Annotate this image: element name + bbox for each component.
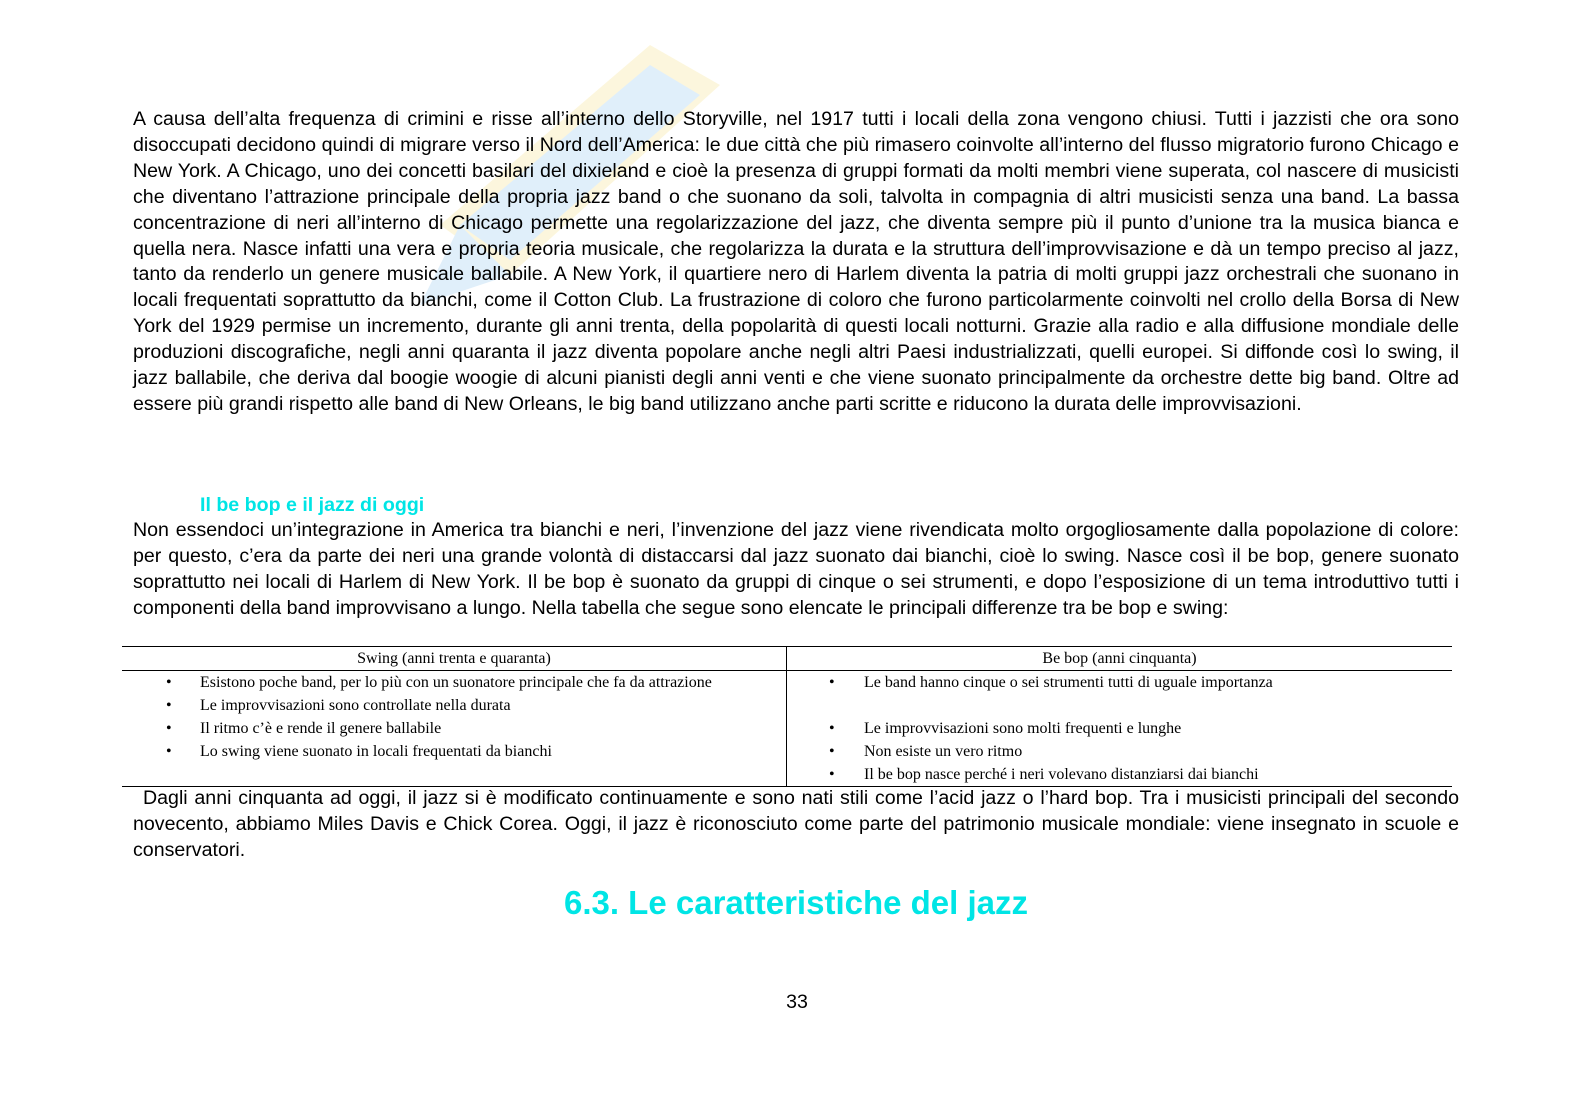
bullet-icon: • <box>829 720 835 737</box>
body-paragraph-history: A causa dell’alta frequenza di crimini e risse all’interno dello Storyville, nel 1917 tutti i locali della zona vengono chiusi. Tutti i jazzisti che ora sono disoccupati decidono quindi di migrare verso il Nord dell’America: le due città che più rimasero coinvolte all’interno del flusso migratorio furono Chicago e New York. A Chicago, uno dei concetti basilari del dixieland e cioè la presenza di gruppi formati da molti membri viene superata, col nascere di musicisti che diventano l’attrazione principale della propria jazz band o che suonano da soli, talvolta in compagnia di altri musicisti senza una band. La bassa concentrazione di neri all’interno di Chicago permette una regolarizzazione del jazz, che diventa sempre più il punto d’unione tra la musica bianca e quella nera. Nasce infatti una vera e propria teoria musicale, che regolarizza la durata e la struttura dell’improvvisazione e dà un tempo preciso al jazz, tanto da renderlo un genere musicale ballabile. A New York, il quartiere nero di Harlem diventa la patria di molti gruppi jazz orchestrali che suonano in locali frequentati soprattutto da bianchi, come il Cotton Club. La frustrazione di coloro che furono particolarmente coinvolti nel crollo della Borsa di New York del 1929 permise un incremento, durante gli anni trenta, della popolarità di questi locali notturni. Grazie alla radio e alla diffusione mondiale delle produzioni discografiche, negli anni quaranta il jazz diventa popolare anche negli altri Paesi industrializzati, quelli europei. Si diffonde così lo swing, il jazz ballabile, che deriva dal boogie woogie di alcuni pianisti degli anni venti e che viene suonato principalmente da orchestre dette big band. Oltre ad essere più grandi rispetto alle band di New Orleans, le big band utilizzano anche parti scritte e riducono la durata delle improvvisazioni. <box>133 108 1459 415</box>
subheading-be-bop: Il be bop e il jazz di oggi <box>200 494 425 516</box>
bullet-icon: • <box>829 674 835 691</box>
table-cell-bebop <box>787 671 1453 787</box>
bullet-icon: • <box>166 674 172 691</box>
bullet-icon: • <box>166 743 172 760</box>
list-item: • Il ritmo c’è e rende il genere ballabile <box>122 717 786 740</box>
section-title: 6.3. Le caratteristiche del jazz <box>563 884 1029 921</box>
bullet-icon: • <box>829 766 835 783</box>
bullet-icon: • <box>166 720 172 737</box>
body-paragraph-modern-jazz: Dagli anni cinquanta ad oggi, il jazz si è modificato continuamente e sono nati stili come l’acid jazz o l’hard bop. Tra i musicisti principali del secondo novecento, abbiamo Miles Davis e Chick Corea. Oggi, il jazz è riconosciuto come parte del patrimonio musicale mondiale: viene insegnato in scuole e conservatori. <box>133 787 1459 861</box>
list-item: • Le improvvisazioni sono molti frequenti e lunghe <box>787 717 1452 740</box>
body-paragraph-be-bop: Non essendoci un’integrazione in America tra bianchi e neri, l’invenzione del jazz viene rivendicata molto orgogliosamente dalla popolazione di colore: per questo, c’era da parte dei neri una grande volontà di distaccarsi dal jazz suonato dai bianchi, cioè lo swing. Nasce così il be bop, genere suonato soprattutto nei locali di Harlem di New York. Il be bop è suonato da gruppi di cinque o sei strumenti, e dopo l’esposizione di un tema introduttivo tutti i componenti della band improvvisano a lungo. Nella tabella che segue sono elencate le principali differenze tra be bop e swing: <box>133 519 1459 619</box>
page-number: 33 <box>786 991 808 1013</box>
list-item: • Non esiste un vero ritmo <box>787 740 1452 763</box>
swing-bebop-comparison-table <box>122 646 1452 787</box>
bebop-list <box>787 671 1452 786</box>
list-item: • Le improvvisazioni sono controllate nella durata <box>122 694 786 717</box>
list-item: • Esistono poche band, per lo più con un suonatore principale che fa da attrazione <box>122 671 786 694</box>
table-row <box>122 671 1452 787</box>
table-header-row <box>122 647 1452 671</box>
table-header-bebop: Be bop (anni cinquanta) <box>787 647 1453 671</box>
list-item: • Le band hanno cinque o sei strumenti tutti di uguale importanza <box>787 671 1452 717</box>
table-header-swing: Swing (anni trenta e quaranta) <box>122 647 787 671</box>
table-cell-swing <box>122 671 787 787</box>
list-item: • Il be bop nasce perché i neri volevano distanziarsi dai bianchi <box>787 763 1452 786</box>
list-item: • Lo swing viene suonato in locali frequentati da bianchi <box>122 740 786 763</box>
bullet-icon: • <box>166 697 172 714</box>
swing-list <box>122 671 786 763</box>
bullet-icon: • <box>829 743 835 760</box>
